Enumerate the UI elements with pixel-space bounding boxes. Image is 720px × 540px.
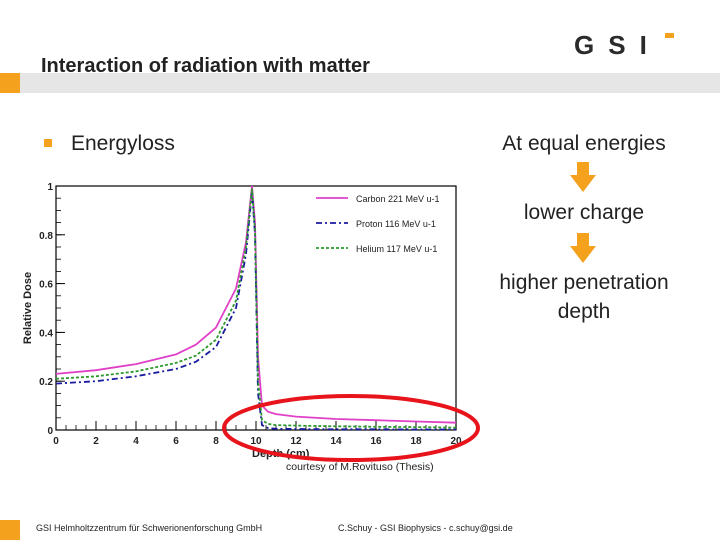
- x-tick-label: 6: [173, 436, 179, 447]
- x-tick-label: 20: [450, 436, 462, 447]
- statement-lower-charge: lower charge: [523, 201, 645, 224]
- bullet-energyloss: Energyloss: [71, 132, 175, 155]
- y-tick-label: 0.2: [39, 377, 53, 389]
- y-tick-label: 0.6: [39, 279, 53, 291]
- slide-title: Interaction of radiation with matter: [41, 55, 370, 77]
- statement-depth: depth: [557, 300, 611, 323]
- statement-equal-energies: At equal energies: [502, 132, 666, 155]
- legend-label: Helium 117 MeV u-1: [356, 244, 438, 254]
- x-axis-label: Depth (cm): [252, 448, 310, 460]
- x-tick-label: 2: [93, 436, 99, 447]
- legend-label: Carbon 221 MeV u-1: [356, 194, 440, 204]
- y-tick-label: 0.8: [39, 230, 53, 242]
- courtesy-note: courtesy of M.Rovituso (Thesis): [286, 461, 434, 473]
- x-tick-label: 12: [290, 436, 302, 447]
- y-axis-label: Relative Dose: [22, 271, 34, 345]
- x-tick-label: 0: [53, 436, 59, 447]
- x-tick-label: 4: [133, 436, 139, 447]
- y-tick-label: 1: [47, 182, 53, 193]
- gsi-logo-text: GSI: [574, 33, 661, 57]
- statement-higher-penetration: higher penetration: [499, 271, 669, 294]
- footer-accent-bar: [0, 520, 20, 540]
- x-tick-label: 10: [250, 436, 262, 447]
- y-tick-label: 0.4: [39, 328, 53, 340]
- x-tick-label: 18: [410, 436, 422, 447]
- x-tick-label: 14: [330, 436, 342, 447]
- footer-institution: GSI Helmholtzzentrum für Schwerionenforschung GmbH: [36, 523, 263, 533]
- legend-label: Proton 116 MeV u-1: [356, 219, 436, 229]
- y-tick-label: 0: [47, 426, 53, 437]
- footer-contact: C.Schuy - GSI Biophysics - c.schuy@gsi.de: [338, 523, 513, 533]
- x-tick-label: 8: [213, 436, 219, 447]
- x-tick-label: 16: [370, 436, 382, 447]
